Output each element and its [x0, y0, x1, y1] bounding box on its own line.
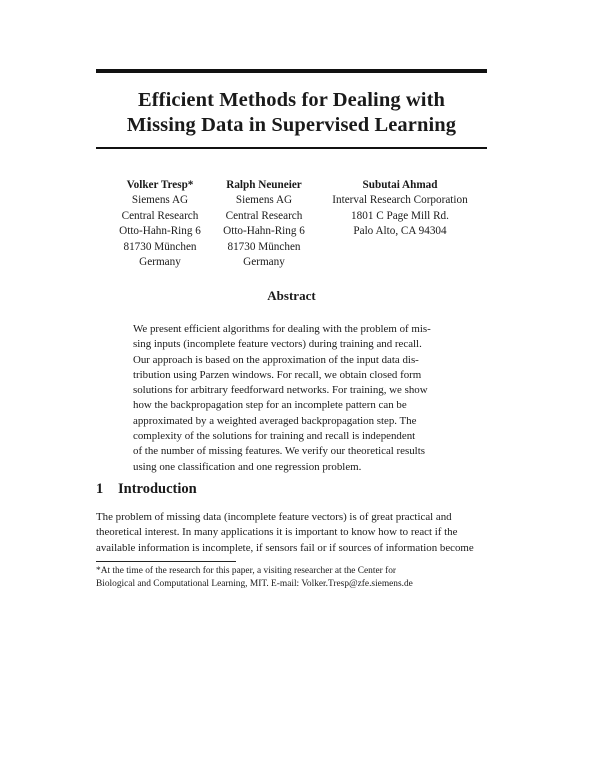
abstract-text	[133, 322, 455, 475]
author-block-neuneier	[204, 178, 324, 270]
abstract-line: tribution using Parzen windows. For recall, we obtain closed form	[133, 368, 422, 381]
abstract-line: using one classification and one regression problem.	[133, 460, 362, 473]
body-line: available information is incomplete, if sensors fail or if sources of information become	[96, 541, 474, 554]
author-affiliation-line: Siemens AG	[235, 194, 293, 207]
footnote	[96, 565, 488, 590]
author-affiliation-line: 81730 München	[123, 240, 197, 253]
introduction-text	[96, 510, 488, 556]
author-affiliation-line: Otto-Hahn-Ring 6	[119, 225, 201, 238]
author-block-ahmad	[318, 178, 482, 240]
abstract-heading: Abstract	[267, 288, 316, 303]
author-affiliation-line: Germany	[243, 256, 285, 269]
author-affiliation-line: Palo Alto, CA 94304	[353, 225, 447, 238]
title-line-1: Efficient Methods for Dealing with	[137, 89, 446, 111]
abstract-line: Our approach is based on the approximation of the input data dis-	[133, 353, 419, 366]
author-name: Subutai Ahmad	[362, 179, 438, 191]
author-affiliation-line: Otto-Hahn-Ring 6	[223, 225, 305, 238]
abstract-line: We present efficient algorithms for dealing with the problem of mis-	[133, 323, 431, 335]
abstract-line: how the backpropagation step for an incomplete pattern can be	[133, 399, 407, 412]
body-line: The problem of missing data (incomplete feature vectors) is of great practical and	[96, 511, 452, 523]
footnote-line: *At the time of the research for this paper, a visiting researcher at the Center for	[96, 566, 397, 576]
title-line-2: Missing Data in Supervised Learning	[126, 114, 457, 136]
footnote-line: Biological and Computational Learning, MIT. E-mail: Volker.Tresp@zfe.siemens.de	[96, 578, 413, 589]
author-affiliation-line: Central Research	[225, 209, 303, 222]
author-block-tresp	[100, 178, 220, 270]
abstract-line: complexity of the solutions for training and recall is independent	[133, 430, 416, 443]
author-affiliation-line: Germany	[139, 256, 181, 269]
title-top-rule	[96, 69, 487, 73]
paper-title	[96, 88, 487, 138]
footnote-rule	[96, 561, 236, 562]
title-bottom-rule	[96, 147, 487, 149]
author-name: Volker Tresp*	[126, 179, 194, 191]
section-number: 1	[96, 481, 104, 497]
author-affiliation-line: 1801 C Page Mill Rd.	[351, 209, 449, 222]
abstract-line: sing inputs (incomplete feature vectors) during training and recall.	[133, 338, 422, 351]
body-line: theoretical interest. In many applications it is important to know how to react if the	[96, 526, 458, 539]
abstract-line: of the number of missing features. We verify our theoretical results	[133, 445, 425, 458]
abstract-line: solutions for arbitrary feedforward networks. For training, we show	[133, 384, 428, 397]
author-affiliation-line: 81730 München	[227, 240, 301, 253]
section-title: Introduction	[118, 481, 197, 497]
abstract-line: approximated by a weighted averaged backpropagation step. The	[133, 414, 417, 427]
author-affiliation-line: Siemens AG	[131, 194, 189, 207]
author-affiliation-line: Interval Research Corporation	[332, 194, 468, 207]
section-heading-introduction	[96, 481, 197, 498]
author-name: Ralph Neuneier	[226, 179, 302, 191]
author-affiliation-line: Central Research	[121, 209, 199, 222]
